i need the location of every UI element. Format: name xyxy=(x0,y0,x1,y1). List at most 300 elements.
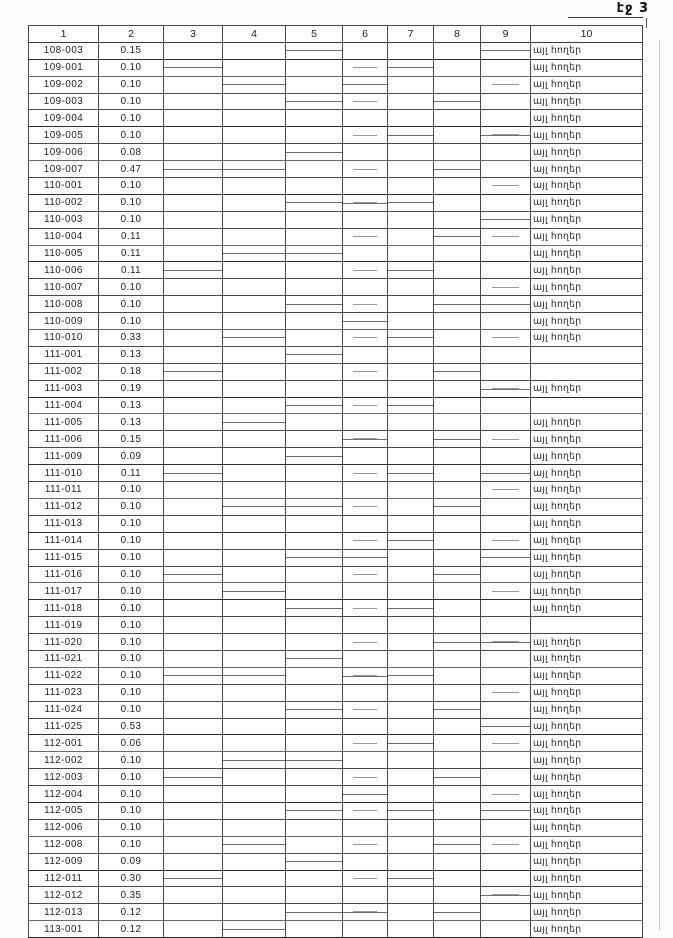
parcel-code-cell: 110-005 xyxy=(29,245,99,262)
empty-cell xyxy=(434,836,481,853)
empty-cell xyxy=(286,650,343,667)
parcel-code-cell: 111-001 xyxy=(29,346,99,363)
parcel-code-cell: 109-004 xyxy=(29,110,99,127)
empty-cell xyxy=(481,42,531,59)
empty-cell xyxy=(286,245,343,262)
empty-cell xyxy=(481,769,531,786)
area-value-cell: 0.10 xyxy=(99,617,164,634)
empty-cell xyxy=(164,701,223,718)
page-label-underline xyxy=(568,17,643,18)
empty-cell xyxy=(223,110,286,127)
empty-cell xyxy=(164,769,223,786)
empty-cell xyxy=(286,802,343,819)
empty-cell xyxy=(164,786,223,803)
empty-cell xyxy=(164,59,223,76)
empty-cell xyxy=(164,921,223,938)
land-type-cell: այլ հողեր xyxy=(531,802,643,819)
empty-cell xyxy=(223,93,286,110)
empty-cell xyxy=(343,583,388,600)
empty-cell xyxy=(434,482,481,499)
empty-cell xyxy=(481,515,531,532)
empty-cell xyxy=(481,93,531,110)
empty-cell xyxy=(481,127,531,144)
area-value-cell: 0.10 xyxy=(99,515,164,532)
empty-cell xyxy=(164,194,223,211)
empty-cell xyxy=(343,752,388,769)
parcel-code-cell: 111-011 xyxy=(29,482,99,499)
area-value-cell: 0.10 xyxy=(99,549,164,566)
empty-cell xyxy=(434,194,481,211)
area-value-cell: 0.10 xyxy=(99,76,164,93)
empty-cell xyxy=(164,836,223,853)
empty-cell xyxy=(164,380,223,397)
empty-cell xyxy=(481,887,531,904)
parcel-code-cell: 111-021 xyxy=(29,650,99,667)
area-value-cell: 0.10 xyxy=(99,650,164,667)
land-type-cell: այլ հողեր xyxy=(531,735,643,752)
empty-cell xyxy=(286,59,343,76)
parcel-code-cell: 112-003 xyxy=(29,769,99,786)
empty-cell xyxy=(388,482,434,499)
empty-cell xyxy=(343,313,388,330)
empty-cell xyxy=(481,583,531,600)
empty-cell xyxy=(481,245,531,262)
table-row xyxy=(29,802,643,819)
empty-cell xyxy=(434,566,481,583)
empty-cell xyxy=(388,414,434,431)
table-row xyxy=(29,667,643,684)
empty-cell xyxy=(434,752,481,769)
empty-cell xyxy=(223,363,286,380)
table-row xyxy=(29,887,643,904)
empty-cell xyxy=(286,465,343,482)
parcel-code-cell: 111-020 xyxy=(29,634,99,651)
empty-cell xyxy=(164,566,223,583)
area-value-cell: 0.12 xyxy=(99,921,164,938)
area-value-cell: 0.35 xyxy=(99,887,164,904)
empty-cell xyxy=(164,583,223,600)
empty-cell xyxy=(343,465,388,482)
area-value-cell: 0.11 xyxy=(99,228,164,245)
empty-cell xyxy=(223,836,286,853)
empty-cell xyxy=(481,566,531,583)
empty-cell xyxy=(164,600,223,617)
area-value-cell: 0.10 xyxy=(99,296,164,313)
empty-cell xyxy=(286,701,343,718)
empty-cell xyxy=(286,178,343,195)
table-row xyxy=(29,819,643,836)
empty-cell xyxy=(223,684,286,701)
parcel-code-cell: 111-017 xyxy=(29,583,99,600)
table-row xyxy=(29,735,643,752)
empty-cell xyxy=(286,431,343,448)
land-type-cell xyxy=(531,617,643,634)
empty-cell xyxy=(388,93,434,110)
land-type-cell: այլ հողեր xyxy=(531,634,643,651)
parcel-code-cell: 112-009 xyxy=(29,853,99,870)
empty-cell xyxy=(223,718,286,735)
parcel-code-cell: 111-004 xyxy=(29,397,99,414)
empty-cell xyxy=(164,498,223,515)
empty-cell xyxy=(343,93,388,110)
empty-cell xyxy=(434,549,481,566)
empty-cell xyxy=(481,194,531,211)
empty-cell xyxy=(343,194,388,211)
empty-cell xyxy=(481,498,531,515)
empty-cell xyxy=(164,178,223,195)
table-row xyxy=(29,431,643,448)
table-row xyxy=(29,59,643,76)
empty-cell xyxy=(164,515,223,532)
empty-cell xyxy=(343,802,388,819)
empty-cell xyxy=(481,617,531,634)
table-row xyxy=(29,701,643,718)
column-header-3: 3 xyxy=(164,26,223,43)
land-type-cell: այլ հողեր xyxy=(531,904,643,921)
empty-cell xyxy=(481,819,531,836)
table-row xyxy=(29,211,643,228)
table-row xyxy=(29,194,643,211)
empty-cell xyxy=(388,701,434,718)
empty-cell xyxy=(388,786,434,803)
empty-cell xyxy=(481,465,531,482)
empty-cell xyxy=(164,904,223,921)
empty-cell xyxy=(481,279,531,296)
empty-cell xyxy=(388,127,434,144)
table-row xyxy=(29,853,643,870)
empty-cell xyxy=(286,330,343,347)
area-value-cell: 0.08 xyxy=(99,144,164,161)
parcel-code-cell: 112-008 xyxy=(29,836,99,853)
empty-cell xyxy=(164,245,223,262)
empty-cell xyxy=(434,363,481,380)
empty-cell xyxy=(343,279,388,296)
empty-cell xyxy=(223,802,286,819)
area-value-cell: 0.10 xyxy=(99,701,164,718)
empty-cell xyxy=(388,904,434,921)
empty-cell xyxy=(481,752,531,769)
empty-cell xyxy=(164,296,223,313)
empty-cell xyxy=(481,921,531,938)
empty-cell xyxy=(388,346,434,363)
parcel-code-cell: 113-001 xyxy=(29,921,99,938)
parcel-code-cell: 111-006 xyxy=(29,431,99,448)
empty-cell xyxy=(286,228,343,245)
empty-cell xyxy=(434,667,481,684)
table-row xyxy=(29,93,643,110)
parcel-code-cell: 109-003 xyxy=(29,93,99,110)
empty-cell xyxy=(481,211,531,228)
empty-cell xyxy=(343,650,388,667)
empty-cell xyxy=(223,380,286,397)
parcel-code-cell: 109-006 xyxy=(29,144,99,161)
empty-cell xyxy=(388,161,434,178)
table-row xyxy=(29,42,643,59)
table-row xyxy=(29,600,643,617)
empty-cell xyxy=(481,161,531,178)
empty-cell xyxy=(286,904,343,921)
empty-cell xyxy=(164,667,223,684)
empty-cell xyxy=(223,346,286,363)
empty-cell xyxy=(343,921,388,938)
land-type-cell: այլ հողեր xyxy=(531,786,643,803)
empty-cell xyxy=(164,127,223,144)
empty-cell xyxy=(164,228,223,245)
table-row xyxy=(29,397,643,414)
land-type-cell: այլ հողեր xyxy=(531,853,643,870)
land-type-cell: այլ հողեր xyxy=(531,600,643,617)
empty-cell xyxy=(286,718,343,735)
parcel-code-cell: 111-022 xyxy=(29,667,99,684)
empty-cell xyxy=(223,786,286,803)
area-value-cell: 0.10 xyxy=(99,110,164,127)
land-type-cell xyxy=(531,346,643,363)
empty-cell xyxy=(434,498,481,515)
empty-cell xyxy=(343,211,388,228)
empty-cell xyxy=(434,228,481,245)
empty-cell xyxy=(343,448,388,465)
land-type-cell: այլ հողեր xyxy=(531,887,643,904)
column-header-6: 6 xyxy=(343,26,388,43)
empty-cell xyxy=(164,853,223,870)
parcel-code-cell: 112-013 xyxy=(29,904,99,921)
empty-cell xyxy=(343,718,388,735)
empty-cell xyxy=(164,279,223,296)
land-type-cell: այլ հողեր xyxy=(531,532,643,549)
table-row xyxy=(29,414,643,431)
land-type-cell: այլ հողեր xyxy=(531,380,643,397)
area-value-cell: 0.10 xyxy=(99,566,164,583)
empty-cell xyxy=(434,127,481,144)
empty-cell xyxy=(223,701,286,718)
empty-cell xyxy=(434,515,481,532)
table-row xyxy=(29,532,643,549)
parcel-code-cell: 110-008 xyxy=(29,296,99,313)
empty-cell xyxy=(164,465,223,482)
land-type-cell: այլ հողեր xyxy=(531,482,643,499)
empty-cell xyxy=(343,76,388,93)
area-value-cell: 0.10 xyxy=(99,211,164,228)
parcel-code-cell: 111-025 xyxy=(29,718,99,735)
empty-cell xyxy=(286,127,343,144)
empty-cell xyxy=(286,752,343,769)
empty-cell xyxy=(481,802,531,819)
empty-cell xyxy=(343,617,388,634)
empty-cell xyxy=(343,634,388,651)
empty-cell xyxy=(223,228,286,245)
table-row xyxy=(29,684,643,701)
table-row xyxy=(29,482,643,499)
page-corner-mark xyxy=(646,18,647,28)
area-value-cell: 0.15 xyxy=(99,42,164,59)
empty-cell xyxy=(343,701,388,718)
empty-cell xyxy=(286,667,343,684)
area-value-cell: 0.06 xyxy=(99,735,164,752)
empty-cell xyxy=(434,431,481,448)
table-row xyxy=(29,769,643,786)
empty-cell xyxy=(481,228,531,245)
table-row xyxy=(29,380,643,397)
empty-cell xyxy=(223,549,286,566)
empty-cell xyxy=(481,59,531,76)
table-row xyxy=(29,786,643,803)
empty-cell xyxy=(343,127,388,144)
empty-cell xyxy=(434,397,481,414)
table-row xyxy=(29,178,643,195)
empty-cell xyxy=(164,684,223,701)
parcel-code-cell: 111-003 xyxy=(29,380,99,397)
empty-cell xyxy=(434,313,481,330)
table-row xyxy=(29,245,643,262)
empty-cell xyxy=(481,684,531,701)
empty-cell xyxy=(223,904,286,921)
empty-cell xyxy=(434,178,481,195)
empty-cell xyxy=(286,600,343,617)
land-type-cell: այլ հողեր xyxy=(531,566,643,583)
column-header-1: 1 xyxy=(29,26,99,43)
empty-cell xyxy=(223,482,286,499)
header-row xyxy=(29,26,643,43)
land-type-cell: այլ հողեր xyxy=(531,414,643,431)
empty-cell xyxy=(434,802,481,819)
land-type-cell: այլ հողեր xyxy=(531,262,643,279)
empty-cell xyxy=(343,819,388,836)
empty-cell xyxy=(343,296,388,313)
empty-cell xyxy=(343,262,388,279)
empty-cell xyxy=(388,853,434,870)
land-type-cell: այլ հողեր xyxy=(531,42,643,59)
area-value-cell: 0.10 xyxy=(99,802,164,819)
empty-cell xyxy=(223,583,286,600)
table-row xyxy=(29,634,643,651)
empty-cell xyxy=(481,853,531,870)
empty-cell xyxy=(481,667,531,684)
land-parcel-table xyxy=(28,25,643,938)
page-number-label: էջ 3 xyxy=(616,1,649,16)
empty-cell xyxy=(164,397,223,414)
empty-cell xyxy=(223,245,286,262)
area-value-cell: 0.10 xyxy=(99,279,164,296)
empty-cell xyxy=(388,296,434,313)
empty-cell xyxy=(481,178,531,195)
parcel-code-cell: 111-015 xyxy=(29,549,99,566)
empty-cell xyxy=(434,634,481,651)
land-type-cell: այլ հողեր xyxy=(531,836,643,853)
empty-cell xyxy=(286,498,343,515)
table-row xyxy=(29,144,643,161)
parcel-code-cell: 109-002 xyxy=(29,76,99,93)
empty-cell xyxy=(223,853,286,870)
empty-cell xyxy=(223,921,286,938)
empty-cell xyxy=(286,93,343,110)
empty-cell xyxy=(388,498,434,515)
area-value-cell: 0.10 xyxy=(99,786,164,803)
empty-cell xyxy=(223,59,286,76)
empty-cell xyxy=(388,718,434,735)
empty-cell xyxy=(481,110,531,127)
column-header-9: 9 xyxy=(481,26,531,43)
empty-cell xyxy=(343,498,388,515)
empty-cell xyxy=(286,566,343,583)
empty-cell xyxy=(388,363,434,380)
empty-cell xyxy=(164,532,223,549)
area-value-cell: 0.10 xyxy=(99,600,164,617)
column-header-2: 2 xyxy=(99,26,164,43)
empty-cell xyxy=(388,667,434,684)
empty-cell xyxy=(223,448,286,465)
parcel-code-cell: 111-005 xyxy=(29,414,99,431)
empty-cell xyxy=(223,617,286,634)
empty-cell xyxy=(223,650,286,667)
land-type-cell: այլ հողեր xyxy=(531,178,643,195)
empty-cell xyxy=(223,279,286,296)
empty-cell xyxy=(481,870,531,887)
empty-cell xyxy=(388,245,434,262)
land-type-cell: այլ հողեր xyxy=(531,718,643,735)
empty-cell xyxy=(481,76,531,93)
empty-cell xyxy=(164,650,223,667)
empty-cell xyxy=(434,59,481,76)
table-row xyxy=(29,279,643,296)
empty-cell xyxy=(223,634,286,651)
empty-cell xyxy=(343,363,388,380)
land-type-cell: այլ հողեր xyxy=(531,515,643,532)
empty-cell xyxy=(388,802,434,819)
table-row xyxy=(29,363,643,380)
empty-cell xyxy=(223,397,286,414)
empty-cell xyxy=(388,566,434,583)
area-value-cell: 0.10 xyxy=(99,667,164,684)
area-value-cell: 0.33 xyxy=(99,330,164,347)
empty-cell xyxy=(388,684,434,701)
empty-cell xyxy=(388,515,434,532)
empty-cell xyxy=(388,431,434,448)
land-type-cell: այլ հողեր xyxy=(531,296,643,313)
empty-cell xyxy=(388,836,434,853)
empty-cell xyxy=(434,465,481,482)
empty-cell xyxy=(434,650,481,667)
empty-cell xyxy=(343,144,388,161)
table-row xyxy=(29,870,643,887)
empty-cell xyxy=(223,515,286,532)
area-value-cell: 0.09 xyxy=(99,448,164,465)
empty-cell xyxy=(286,380,343,397)
area-value-cell: 0.10 xyxy=(99,498,164,515)
empty-cell xyxy=(481,786,531,803)
empty-cell xyxy=(164,802,223,819)
land-type-cell: այլ հողեր xyxy=(531,650,643,667)
area-value-cell: 0.47 xyxy=(99,161,164,178)
empty-cell xyxy=(434,701,481,718)
parcel-code-cell: 111-016 xyxy=(29,566,99,583)
empty-cell xyxy=(223,161,286,178)
empty-cell xyxy=(286,735,343,752)
land-type-cell: այլ հողեր xyxy=(531,684,643,701)
empty-cell xyxy=(434,279,481,296)
column-header-5: 5 xyxy=(286,26,343,43)
empty-cell xyxy=(223,431,286,448)
empty-cell xyxy=(223,532,286,549)
land-type-cell: այլ հողեր xyxy=(531,228,643,245)
empty-cell xyxy=(223,498,286,515)
area-value-cell: 0.10 xyxy=(99,634,164,651)
empty-cell xyxy=(286,870,343,887)
empty-cell xyxy=(286,819,343,836)
land-type-cell: այլ հողեր xyxy=(531,769,643,786)
land-type-cell: այլ հողեր xyxy=(531,549,643,566)
empty-cell xyxy=(343,836,388,853)
empty-cell xyxy=(388,600,434,617)
